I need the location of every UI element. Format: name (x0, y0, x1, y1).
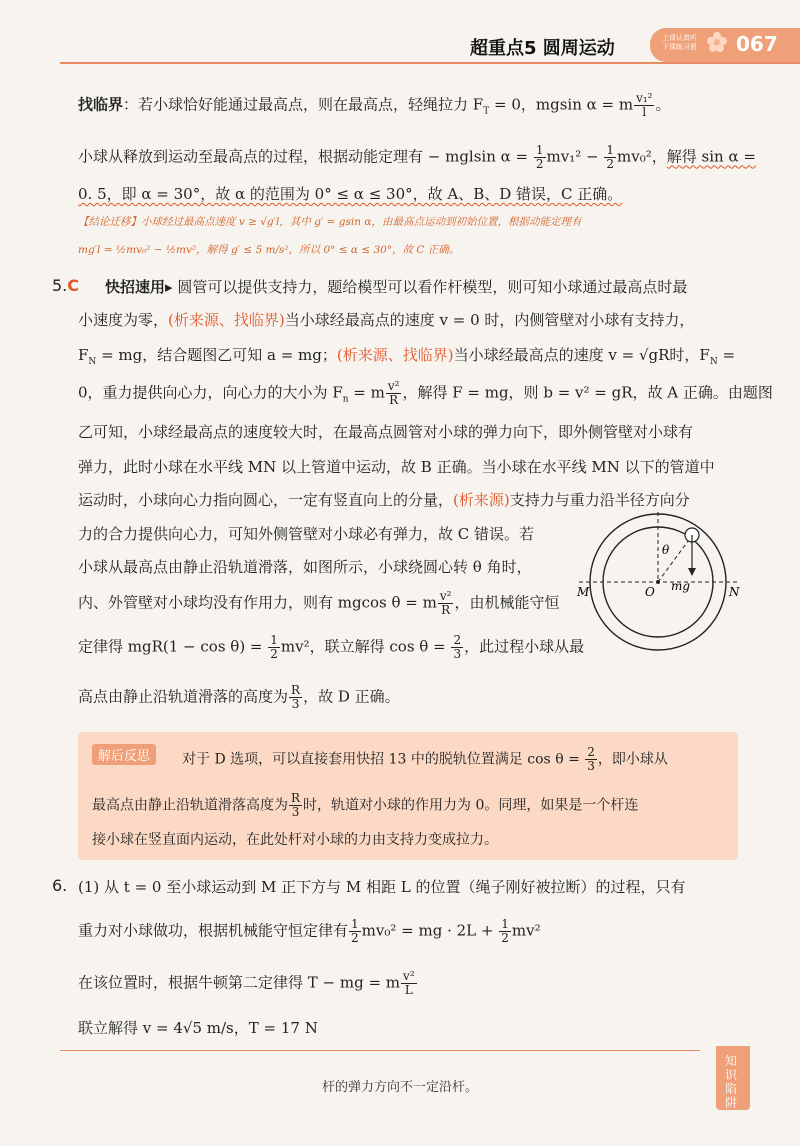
q5-line8: 力的合力提供向心力，可知外侧管壁对小球必有弹力，故 C 错误。若 (78, 525, 535, 543)
q5-line5: 乙可知，小球经最高点的速度较大时，在最高点圆管对小球的弹力向下，即外侧管壁对小球有 (78, 423, 694, 441)
underlined-text: 0. 5，即 α = 30°，故 α 的范围为 0° ≤ α ≤ 30°，故 A、B、D 错误，C 正确。 (78, 185, 623, 203)
frac-num: v² (439, 589, 452, 603)
badge-line-2: 下课练习册 (662, 43, 697, 51)
text: 小速度为零， (78, 311, 169, 329)
q6-line4: 联立解得 v = 4√5 m/s，T = 17 N (78, 1019, 318, 1037)
text: 当小球经最高点的速度 v = 0 时，内侧管壁对小球有支持力， (284, 311, 695, 329)
text: 当小球经最高点的速度 v = √gR时，F (453, 346, 710, 364)
question-6-number: 6. (52, 876, 68, 895)
text: 在该位置时，根据牛顿第二定律得 T − mg = m (78, 973, 401, 992)
frac-den: 2 (535, 157, 544, 171)
reflection-box (78, 732, 738, 860)
footer-rule (60, 1050, 700, 1051)
frac-num: 1 (501, 917, 509, 931)
text: ，此过程小球从最 (464, 637, 585, 656)
frac-num: 1 (270, 633, 278, 647)
frac-num: 1 (351, 917, 359, 931)
frac-den: 2 (270, 647, 278, 661)
underlined-text: 解得 sin α = (666, 147, 756, 166)
text: mv² (511, 921, 541, 940)
fraction (604, 144, 616, 171)
frac-num: R (291, 791, 301, 805)
q5-line12 (78, 684, 400, 711)
fraction (386, 380, 402, 407)
page-badge (650, 28, 800, 62)
text: = m (348, 383, 385, 402)
fraction (451, 634, 463, 661)
text: 圆管可以提供支持力，题给模型可以看作杆模型，则可知小球通过最高点时最 (177, 278, 688, 296)
side-tab-label: 知识陷阱 (725, 1054, 738, 1110)
label-theta: θ (662, 543, 670, 557)
text: = 0，mgsin α = m (489, 95, 634, 114)
fraction (349, 918, 361, 945)
flower-icon (706, 31, 728, 53)
text: mv₀² = mg · 2L + (361, 921, 499, 940)
q6-line2 (78, 918, 541, 945)
badge-text (662, 34, 697, 52)
q5-line7 (78, 490, 690, 510)
para1-line1 (78, 92, 671, 122)
frac-num: v₁² (636, 91, 653, 105)
q5-line3 (78, 345, 735, 372)
fraction (289, 684, 302, 711)
frac-den: 3 (291, 805, 300, 819)
fraction (499, 918, 511, 945)
frac-den: L (404, 983, 413, 997)
fraction (438, 590, 454, 617)
note-line1: 【结论迁移】小球经过最高点速度 v ≥ √g′l，其中 g′ = gsin α，由最高点运动到初始位置，根据动能定理有 (78, 216, 582, 228)
text: 0，重力提供向心力，向心力的大小为 F (78, 383, 343, 402)
center-dot (656, 580, 660, 584)
frac-den: 2 (501, 931, 509, 945)
badge-line-1: 上课认真听 (662, 34, 697, 42)
sub-n: n (342, 394, 349, 405)
question-5-number (52, 276, 79, 295)
label-find-critical: 找临界 (78, 95, 124, 114)
frac-den: 3 (453, 647, 462, 661)
sub-n: N (709, 357, 718, 367)
frac-num: 2 (587, 745, 595, 759)
text: = mg，结合题图乙可知 a = mg； (96, 346, 337, 364)
text: ，故 D 正确。 (303, 687, 400, 706)
frac-den: l (642, 105, 647, 119)
q5-line1 (105, 277, 687, 297)
arrow-head (688, 568, 696, 576)
para1-line2 (78, 144, 756, 171)
label-mg: mg (671, 579, 691, 593)
sub-n: N (88, 357, 97, 367)
text: 时，轨道对小球的作用力为 0。同理，如果是一个杆连 (303, 797, 639, 814)
frac-num: 1 (535, 143, 544, 157)
num: 5. (52, 276, 68, 295)
q5-line9: 小球从最高点由静止沿轨道滑落，如图所示，小球绕圆心转 θ 角时， (78, 558, 532, 576)
fraction (634, 92, 654, 119)
text: 。 (655, 95, 671, 114)
frac-den: R (389, 393, 399, 407)
fraction (268, 634, 280, 661)
fraction (401, 970, 417, 997)
frac-den: 2 (351, 931, 359, 945)
text: ，由机械能守恒 (454, 593, 560, 612)
q5-line2 (78, 310, 694, 330)
chapter-title: 超重点5 圆周运动 (470, 38, 615, 59)
frac-num: R (291, 683, 301, 697)
fraction (534, 144, 546, 171)
text: 高点由静止沿轨道滑落的高度为 (78, 687, 289, 706)
frac-num: 1 (606, 143, 615, 157)
fraction (585, 746, 597, 773)
q6-line3 (78, 970, 418, 997)
text: 定律得 mgR(1 − cos θ) = (78, 637, 268, 656)
refl-line1 (182, 746, 668, 773)
text: 最高点由静止沿轨道滑落高度为 (92, 797, 288, 814)
q5-line4 (78, 380, 773, 410)
text: 对于 D 选项，可以直接套用快招 13 中的脱轨位置满足 cos θ = (182, 751, 585, 768)
para1-line3 (78, 184, 622, 204)
tag-source: (析来源、找临界) (336, 346, 454, 364)
label-n: N (729, 585, 740, 599)
text: ：若小球恰好能通过最高点，则在最高点，轻绳拉力 F (123, 95, 484, 114)
note-line2: mg′l = ½mv₀² − ½mv²，解得 g′ ≤ 5 m/s²，所以 0° ≤ α ≤ 30°，故 C 正确。 (78, 244, 460, 256)
refl-line3: 接小球在竖直面内运动，在此处杆对小球的力由支持力变成拉力。 (92, 832, 498, 848)
text: mv²，联立解得 cos θ = (280, 637, 451, 656)
q6-line1: (1) 从 t = 0 至小球运动到 M 正下方与 M 相距 L 的位置（绳子刚好被拉断）的过程，只有 (78, 878, 686, 896)
tag-quick-tip: 快招速用▸ (105, 278, 173, 296)
frac-num: v² (387, 379, 400, 393)
frac-num: 2 (453, 633, 462, 647)
label-m: M (577, 585, 590, 599)
reflection-tag: 解后反思 (92, 744, 156, 765)
frac-den: 2 (606, 157, 615, 171)
answer: C (67, 276, 80, 295)
tag-source: (析来源) (453, 491, 510, 509)
text: ，即小球从 (597, 751, 668, 768)
text: 内、外管壁对小球均没有作用力，则有 mgcos θ = m (78, 593, 437, 612)
tag-source: (析来源、找临界) (168, 311, 285, 329)
fraction (289, 792, 302, 819)
frac-den: R (441, 603, 451, 617)
text: ，解得 F = mg，则 b = v² = gR，故 A 正确。由题图 (402, 383, 773, 402)
pipe-circle-diagram (573, 510, 743, 670)
text: F (78, 346, 89, 364)
frac-den: 3 (587, 759, 595, 773)
text: 运动时，小球向心力指向圆心，一定有竖直向上的分量， (78, 491, 454, 509)
text: = (717, 346, 736, 364)
footer-note: 杆的弹力方向不一定沿杆。 (321, 1080, 478, 1095)
sub-t: T (483, 106, 490, 117)
refl-line2 (92, 792, 638, 819)
header-rule (60, 62, 800, 64)
text: 重力对小球做功，根据机械能守恒定律有 (78, 921, 349, 940)
label-o: O (645, 585, 655, 599)
frac-num: v² (403, 969, 415, 983)
text: mv₁² − (546, 147, 604, 166)
text: 小球从释放到运动至最高点的过程，根据动能定理有 − mglsin α = (78, 147, 533, 166)
text: 支持力与重力沿半径方向分 (509, 491, 690, 509)
page-number: 067 (736, 32, 778, 56)
q5-line6: 弹力，此时小球在水平线 MN 以上管道中运动，故 B 正确。当小球在水平线 MN 以下的管道中 (78, 458, 715, 476)
text: mv₀²， (617, 147, 667, 166)
q5-line10 (78, 590, 559, 617)
q5-line11 (78, 634, 584, 661)
frac-den: 3 (291, 697, 300, 711)
